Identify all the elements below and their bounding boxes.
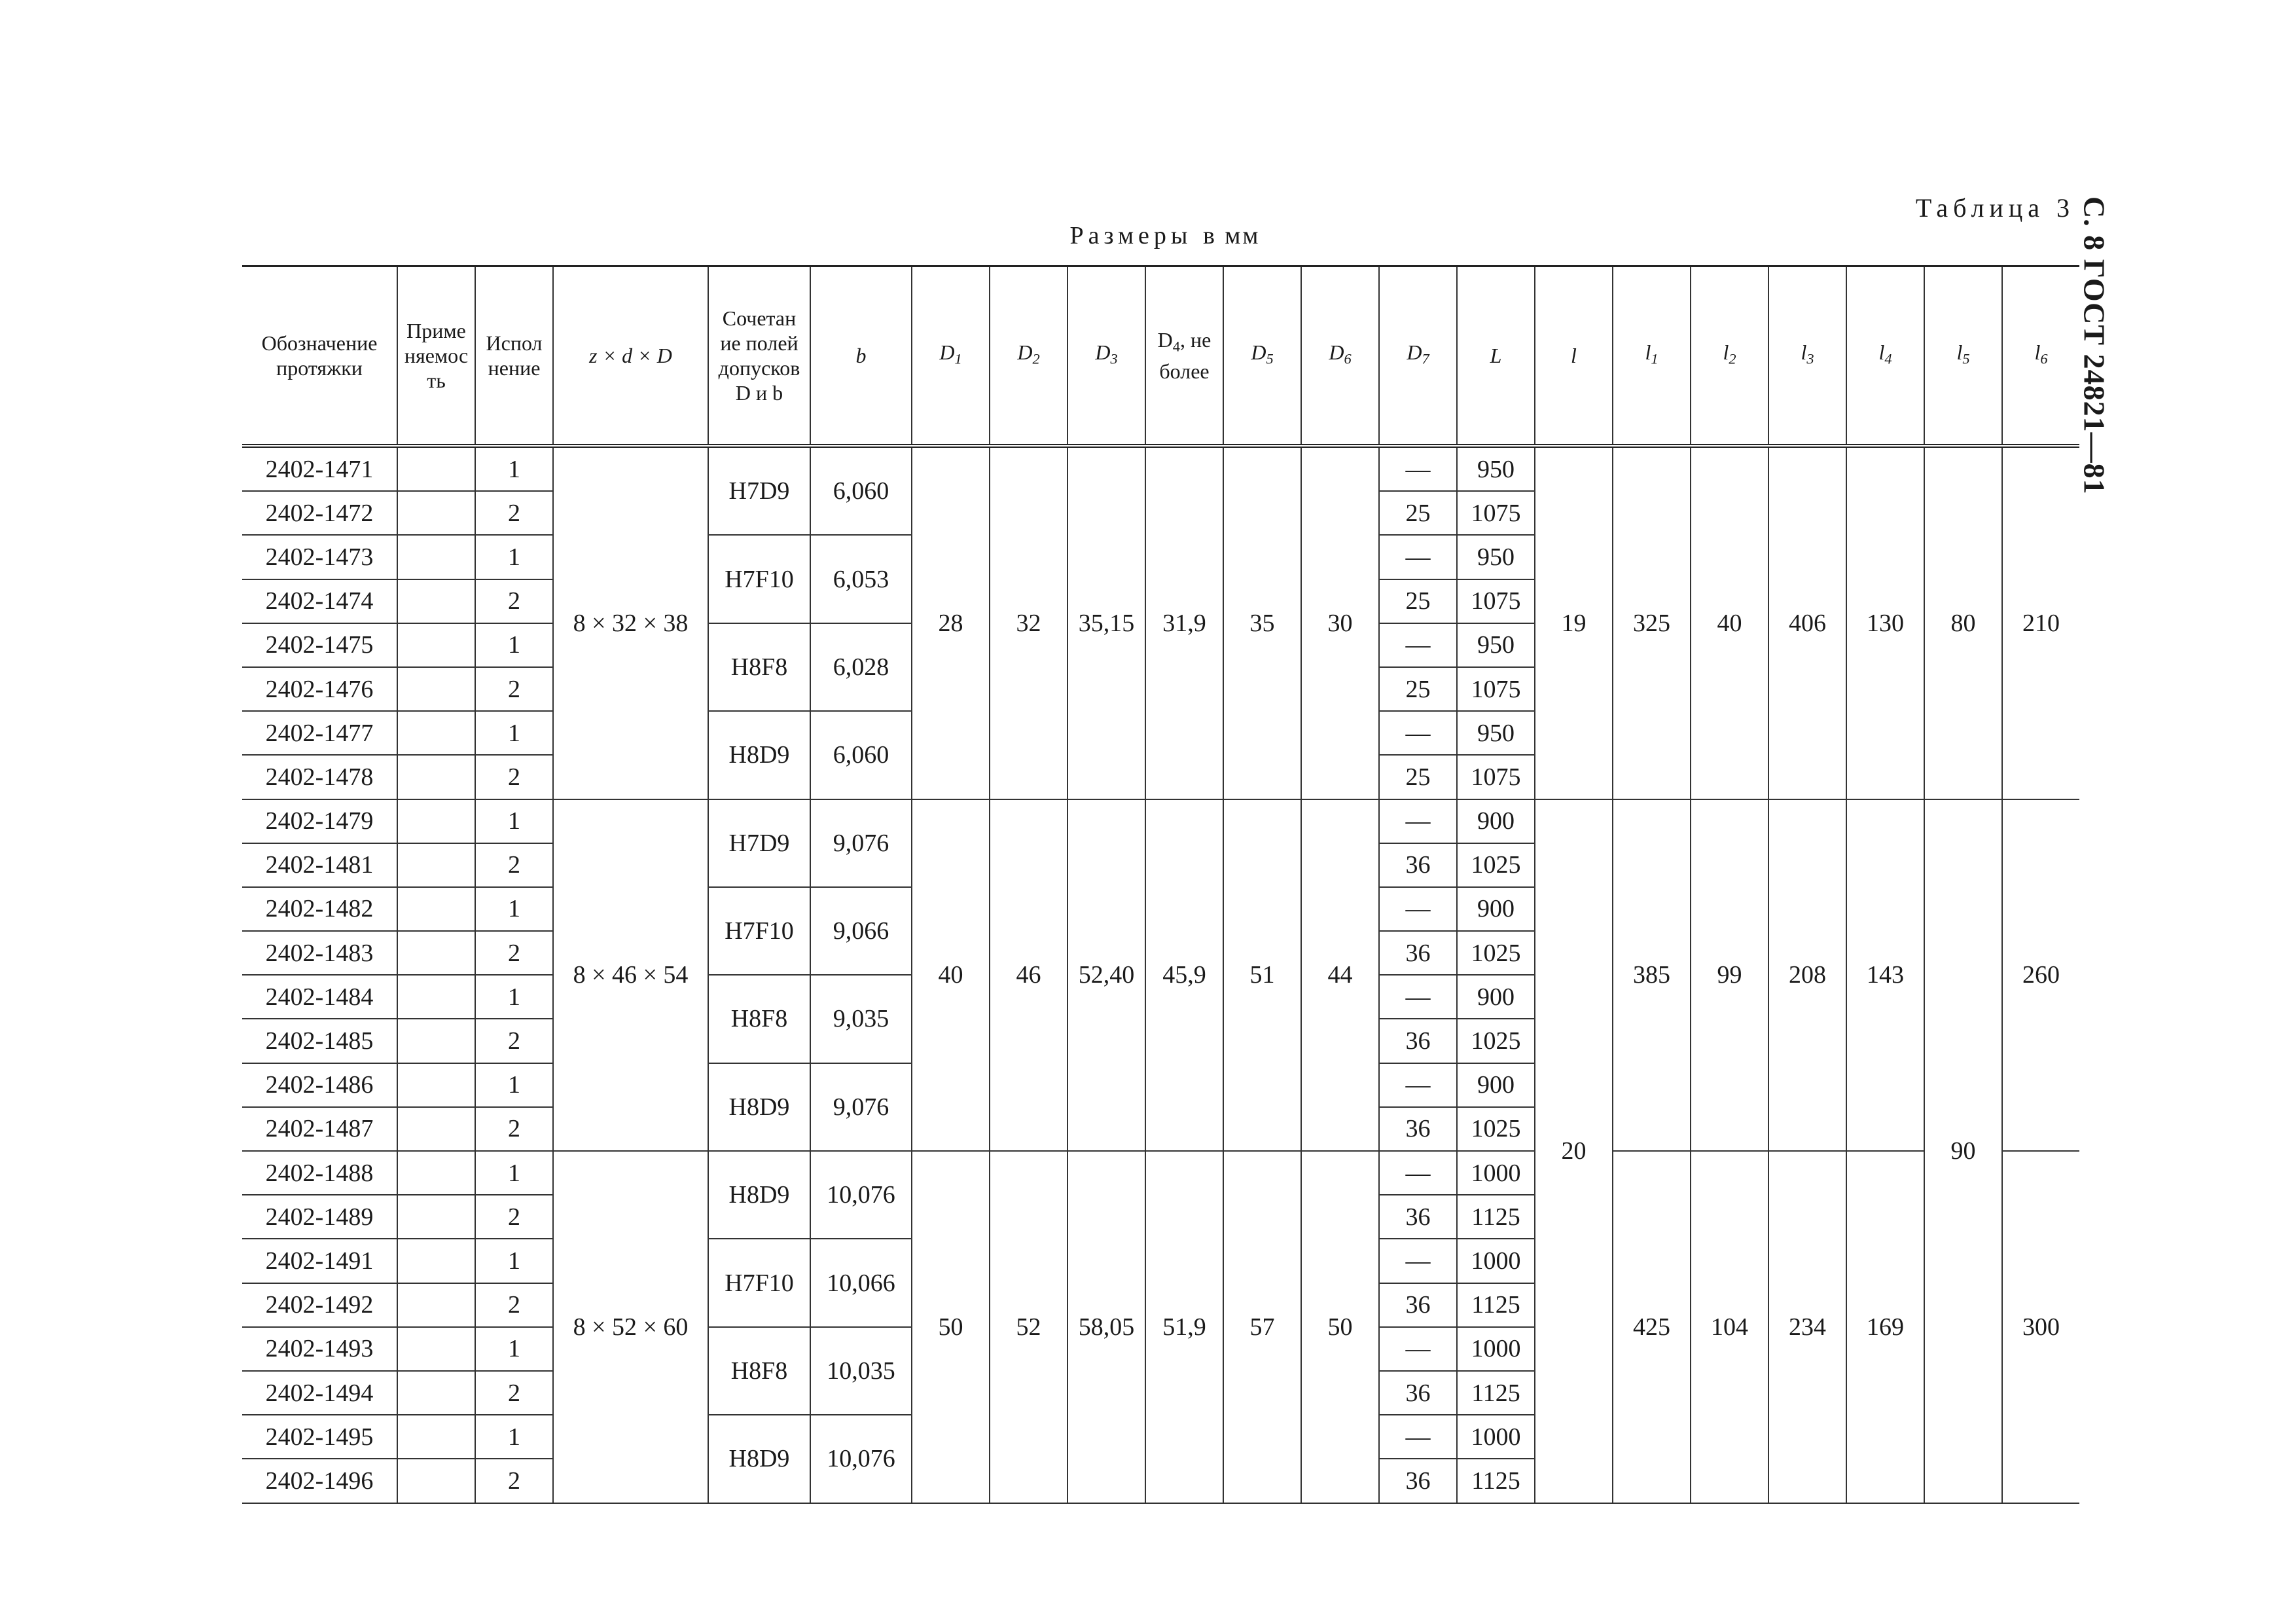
cell-D7: — (1379, 623, 1457, 667)
cell-L: 900 (1457, 975, 1535, 1019)
cell-b: 10,066 (810, 1239, 912, 1326)
cell-D7: 25 (1379, 667, 1457, 711)
cell-designation: 2402-1473 (242, 535, 397, 579)
cell-l3: 208 (1768, 799, 1846, 1152)
cell-L: 1000 (1457, 1327, 1535, 1371)
cell-D7: — (1379, 711, 1457, 755)
header-l5 (1924, 266, 2002, 447)
cell-L: 950 (1457, 623, 1535, 667)
cell-version: 1 (475, 799, 553, 843)
cell-version: 2 (475, 843, 553, 887)
cell-applicability (397, 1107, 475, 1151)
cell-D7: 36 (1379, 931, 1457, 975)
cell-l5: 80 (1924, 446, 2002, 799)
dimensions-table (242, 265, 2079, 1504)
cell-L: 1075 (1457, 667, 1535, 711)
cell-L: 900 (1457, 887, 1535, 931)
cell-zdD: 8 × 32 × 38 (553, 446, 708, 799)
cell-D6: 30 (1301, 446, 1379, 799)
cell-L: 1025 (1457, 843, 1535, 887)
cell-version: 2 (475, 667, 553, 711)
header-D1 (912, 266, 990, 447)
cell-D1: 50 (912, 1151, 990, 1503)
header-b (810, 266, 912, 447)
cell-l2: 99 (1691, 799, 1768, 1152)
cell-version: 1 (475, 887, 553, 931)
cell-fit: H8D9 (708, 711, 810, 799)
cell-L: 1125 (1457, 1371, 1535, 1415)
cell-L: 1000 (1457, 1151, 1535, 1195)
cell-fit: H8D9 (708, 1415, 810, 1503)
cell-designation: 2402-1486 (242, 1063, 397, 1107)
cell-D2: 32 (990, 446, 1067, 799)
cell-D3: 52,40 (1067, 799, 1145, 1152)
cell-b: 9,066 (810, 887, 912, 975)
cell-fit: H8F8 (708, 623, 810, 711)
cell-l4: 130 (1846, 446, 1924, 799)
header-fit: Сочетание полей допусков D и b (708, 266, 810, 447)
cell-applicability (397, 1151, 475, 1195)
cell-applicability (397, 755, 475, 799)
table-row (242, 799, 2079, 843)
header-row (242, 266, 2079, 447)
cell-designation: 2402-1492 (242, 1283, 397, 1327)
cell-D7: 36 (1379, 1459, 1457, 1503)
cell-applicability (397, 1459, 475, 1503)
cell-D7: — (1379, 975, 1457, 1019)
cell-D1: 28 (912, 446, 990, 799)
cell-D7: 36 (1379, 1283, 1457, 1327)
cell-b: 10,076 (810, 1415, 912, 1503)
cell-applicability (397, 535, 475, 579)
cell-version: 2 (475, 1195, 553, 1239)
cell-zdD: 8 × 46 × 54 (553, 799, 708, 1152)
cell-D7: — (1379, 887, 1457, 931)
header-l4-text: $l_4$ (1878, 340, 1892, 367)
cell-D2: 46 (990, 799, 1067, 1152)
cell-b: 9,035 (810, 975, 912, 1063)
cell-D5: 57 (1223, 1151, 1301, 1503)
cell-designation: 2402-1475 (242, 623, 397, 667)
cell-l1: 325 (1613, 446, 1691, 799)
units-caption-word: Размеры (1069, 222, 1193, 249)
header-D7-text: $D_7$ (1407, 340, 1429, 367)
cell-designation: 2402-1496 (242, 1459, 397, 1503)
header-l3 (1768, 266, 1846, 447)
header-D2 (990, 266, 1067, 447)
header-D5-text: $D_5$ (1251, 340, 1274, 367)
cell-version: 1 (475, 711, 553, 755)
header-l6 (2002, 266, 2079, 447)
side-page-title-text: С. 8 ГОСТ 24821—81 (2077, 196, 2111, 495)
cell-D7: 36 (1379, 843, 1457, 887)
cell-L: 1125 (1457, 1195, 1535, 1239)
cell-version: 1 (475, 1415, 553, 1459)
cell-D7: 36 (1379, 1107, 1457, 1151)
cell-applicability (397, 1195, 475, 1239)
header-l-text: l (1571, 344, 1577, 367)
header-version: Исполнение (475, 266, 553, 447)
cell-designation: 2402-1485 (242, 1019, 397, 1063)
cell-L: 1000 (1457, 1239, 1535, 1283)
cell-fit: H8F8 (708, 975, 810, 1063)
header-D2-text: $D_2$ (1017, 340, 1040, 367)
cell-applicability (397, 667, 475, 711)
cell-D7: — (1379, 1327, 1457, 1371)
units-caption-unit: в мм (1202, 222, 1261, 249)
cell-L: 950 (1457, 446, 1535, 491)
header-l4 (1846, 266, 1924, 447)
cell-b: 6,028 (810, 623, 912, 711)
header-L (1457, 266, 1535, 447)
header-l6-text: $l_6$ (2034, 340, 2048, 367)
cell-D7: — (1379, 1415, 1457, 1459)
cell-zdD: 8 × 52 × 60 (553, 1151, 708, 1503)
cell-L: 1075 (1457, 491, 1535, 535)
header-b-text: b (855, 344, 867, 367)
cell-L: 1025 (1457, 931, 1535, 975)
cell-D7: — (1379, 799, 1457, 843)
cell-applicability (397, 1019, 475, 1063)
header-l1-text: $l_1$ (1645, 340, 1659, 367)
cell-designation: 2402-1471 (242, 446, 397, 491)
cell-b: 6,060 (810, 446, 912, 535)
header-l3-text: $l_3$ (1801, 340, 1814, 367)
cell-fit: H7F10 (708, 535, 810, 623)
cell-designation: 2402-1478 (242, 755, 397, 799)
header-D3 (1067, 266, 1145, 447)
cell-version: 1 (475, 535, 553, 579)
cell-version: 2 (475, 755, 553, 799)
cell-D7: 36 (1379, 1195, 1457, 1239)
cell-applicability (397, 887, 475, 931)
cell-D1: 40 (912, 799, 990, 1152)
header-zdD-text: z × d × D (589, 344, 672, 367)
cell-D3: 58,05 (1067, 1151, 1145, 1503)
cell-fit: H7D9 (708, 799, 810, 887)
cell-version: 2 (475, 491, 553, 535)
cell-applicability (397, 975, 475, 1019)
cell-version: 2 (475, 1019, 553, 1063)
header-l (1535, 266, 1613, 447)
cell-L: 1025 (1457, 1107, 1535, 1151)
cell-fit: H8F8 (708, 1327, 810, 1415)
cell-D7: 25 (1379, 491, 1457, 535)
table-row (242, 446, 2079, 491)
cell-L: 1125 (1457, 1459, 1535, 1503)
cell-designation: 2402-1482 (242, 887, 397, 931)
cell-applicability (397, 931, 475, 975)
cell-L: 1075 (1457, 579, 1535, 623)
table-caption: Таблица 3 (1915, 193, 2075, 223)
cell-D7: — (1379, 1063, 1457, 1107)
cell-D4: 45,9 (1145, 799, 1223, 1152)
table-body (242, 446, 2079, 1503)
units-caption (916, 221, 1414, 250)
cell-designation: 2402-1487 (242, 1107, 397, 1151)
cell-l6: 260 (2002, 799, 2079, 1152)
cell-designation: 2402-1472 (242, 491, 397, 535)
cell-D2: 52 (990, 1151, 1067, 1503)
cell-designation: 2402-1474 (242, 579, 397, 623)
cell-version: 1 (475, 1151, 553, 1195)
cell-designation: 2402-1481 (242, 843, 397, 887)
header-D1-text: $D_1$ (939, 340, 962, 367)
cell-l4: 143 (1846, 799, 1924, 1152)
cell-fit: H8D9 (708, 1063, 810, 1151)
cell-D7: 36 (1379, 1371, 1457, 1415)
cell-D7: — (1379, 535, 1457, 579)
cell-L: 950 (1457, 535, 1535, 579)
cell-version: 1 (475, 446, 553, 491)
header-D6-text: $D_6$ (1329, 340, 1352, 367)
cell-designation: 2402-1479 (242, 799, 397, 843)
header-L-text: L (1490, 344, 1502, 367)
cell-version: 2 (475, 1459, 553, 1503)
cell-D5: 35 (1223, 446, 1301, 799)
header-D4 (1145, 266, 1223, 447)
cell-b: 10,035 (810, 1327, 912, 1415)
cell-version: 2 (475, 1371, 553, 1415)
cell-D6: 50 (1301, 1151, 1379, 1503)
cell-designation: 2402-1476 (242, 667, 397, 711)
cell-applicability (397, 843, 475, 887)
cell-l4: 169 (1846, 1151, 1924, 1503)
cell-L: 1025 (1457, 1019, 1535, 1063)
cell-version: 1 (475, 975, 553, 1019)
cell-D7: — (1379, 446, 1457, 491)
header-D4-text: $D_4$, не более (1157, 327, 1211, 384)
cell-version: 2 (475, 931, 553, 975)
cell-l6: 300 (2002, 1151, 2079, 1503)
cell-designation: 2402-1483 (242, 931, 397, 975)
cell-D6: 44 (1301, 799, 1379, 1152)
cell-l6: 210 (2002, 446, 2079, 799)
cell-fit: H7F10 (708, 1239, 810, 1326)
cell-L: 900 (1457, 799, 1535, 843)
cell-D7: 25 (1379, 755, 1457, 799)
cell-l2: 40 (1691, 446, 1768, 799)
cell-fit: H7F10 (708, 887, 810, 975)
cell-b: 9,076 (810, 799, 912, 887)
header-D5 (1223, 266, 1301, 447)
cell-D3: 35,15 (1067, 446, 1145, 799)
cell-version: 1 (475, 1063, 553, 1107)
cell-D4: 51,9 (1145, 1151, 1223, 1503)
cell-applicability (397, 1371, 475, 1415)
cell-b: 6,060 (810, 711, 912, 799)
cell-designation: 2402-1489 (242, 1195, 397, 1239)
cell-applicability (397, 1283, 475, 1327)
cell-applicability (397, 711, 475, 755)
cell-l: 20 (1535, 799, 1613, 1503)
cell-L: 1000 (1457, 1415, 1535, 1459)
cell-applicability (397, 1327, 475, 1371)
cell-applicability (397, 1239, 475, 1283)
cell-fit: H8D9 (708, 1151, 810, 1239)
cell-D7: 25 (1379, 579, 1457, 623)
cell-applicability (397, 1063, 475, 1107)
cell-D7: — (1379, 1239, 1457, 1283)
cell-fit: H7D9 (708, 446, 810, 535)
cell-version: 2 (475, 579, 553, 623)
header-l5-text: $l_5$ (1956, 340, 1970, 367)
cell-L: 900 (1457, 1063, 1535, 1107)
cell-l5: 90 (1924, 799, 2002, 1503)
cell-l: 19 (1535, 446, 1613, 799)
cell-b: 9,076 (810, 1063, 912, 1151)
cell-designation: 2402-1477 (242, 711, 397, 755)
cell-D7: 36 (1379, 1019, 1457, 1063)
header-applicability: Применяемость (397, 266, 475, 447)
cell-applicability (397, 491, 475, 535)
cell-L: 950 (1457, 711, 1535, 755)
cell-l1: 385 (1613, 799, 1691, 1152)
cell-designation: 2402-1484 (242, 975, 397, 1019)
cell-l3: 234 (1768, 1151, 1846, 1503)
header-designation: Обозначение протяжки (242, 266, 397, 447)
cell-version: 1 (475, 1239, 553, 1283)
cell-designation: 2402-1494 (242, 1371, 397, 1415)
cell-b: 10,076 (810, 1151, 912, 1239)
cell-l3: 406 (1768, 446, 1846, 799)
cell-applicability (397, 446, 475, 491)
cell-L: 1125 (1457, 1283, 1535, 1327)
header-D6 (1301, 266, 1379, 447)
cell-designation: 2402-1488 (242, 1151, 397, 1195)
cell-L: 1075 (1457, 755, 1535, 799)
cell-applicability (397, 1415, 475, 1459)
cell-applicability (397, 799, 475, 843)
header-zdD (553, 266, 708, 447)
cell-applicability (397, 623, 475, 667)
cell-l1: 425 (1613, 1151, 1691, 1503)
cell-applicability (397, 579, 475, 623)
cell-version: 2 (475, 1107, 553, 1151)
cell-b: 6,053 (810, 535, 912, 623)
header-l2 (1691, 266, 1768, 447)
header-l2-text: $l_2$ (1723, 340, 1736, 367)
header-D3-text: $D_3$ (1095, 340, 1118, 367)
header-D7 (1379, 266, 1457, 447)
cell-version: 1 (475, 1327, 553, 1371)
cell-designation: 2402-1493 (242, 1327, 397, 1371)
cell-D4: 31,9 (1145, 446, 1223, 799)
cell-D5: 51 (1223, 799, 1301, 1152)
cell-version: 1 (475, 623, 553, 667)
cell-l2: 104 (1691, 1151, 1768, 1503)
cell-designation: 2402-1491 (242, 1239, 397, 1283)
cell-version: 2 (475, 1283, 553, 1327)
cell-D7: — (1379, 1151, 1457, 1195)
table-row (242, 1151, 2079, 1195)
header-l1 (1613, 266, 1691, 447)
cell-designation: 2402-1495 (242, 1415, 397, 1459)
